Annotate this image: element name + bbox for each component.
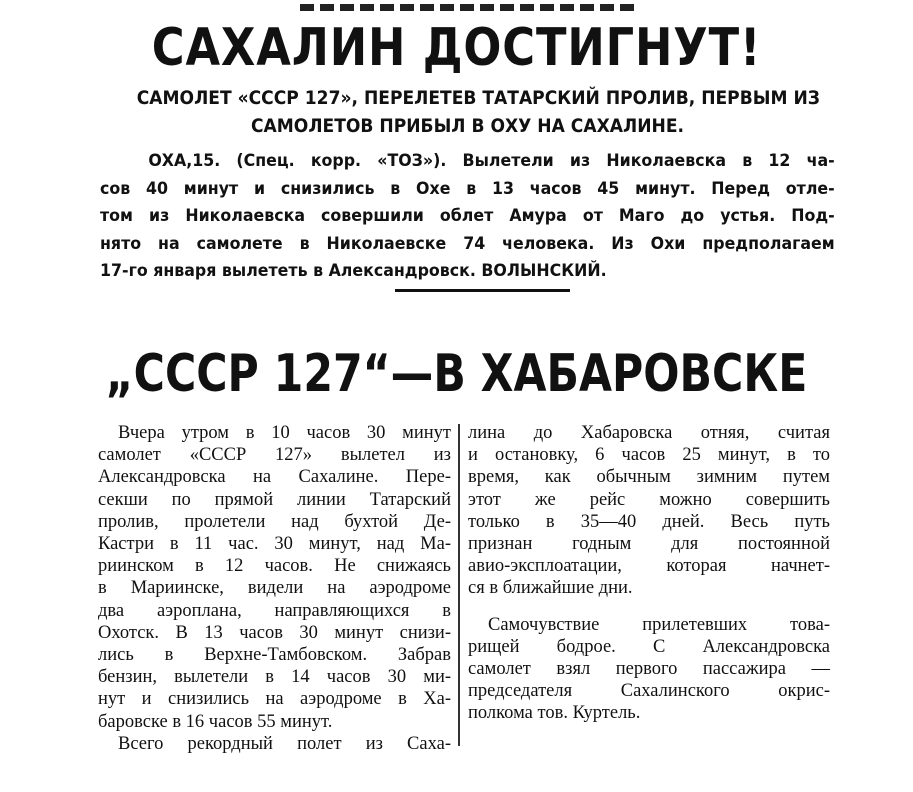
article1-body: [100, 148, 835, 286]
column-line: председателя Сахалинского окрис-: [468, 681, 830, 702]
column-line: секши по прямой линии Татарский: [98, 489, 451, 510]
column-line: признан годным для постоянной: [468, 534, 830, 555]
column-line: Охотск. В 13 часов 30 минут снизи-: [98, 622, 451, 643]
column-line: рищей бодрое. С Александровска: [468, 636, 830, 657]
body-line: ОХА,15. (Спец. корр. «ТОЗ»). Вылетели из Николаевска в 12 ча-: [148, 151, 835, 171]
subhead-line: САМОЛЕТ «СССР 127», ПЕРЕЛЕТЕВ ТАТАРСКИЙ ПРОЛИВ, ПЕРВЫМ ИЗ: [136, 87, 820, 109]
column-line: Кастри в 11 час. 30 минут, над Ма-: [98, 534, 451, 555]
column-line: полкома тов. Куртель.: [468, 703, 641, 724]
article2-headline: „СССР 127“—В ХАБАРОВСКЕ: [105, 344, 808, 404]
column-line: пролив, пролетели над бухтой Де-: [98, 511, 451, 532]
article1-subhead: [100, 84, 835, 140]
body-line: том из Николаевска совершили облет Амура от Маго до устья. Под-: [100, 206, 835, 226]
column-line: самолет «СССР 127» вылетел из: [98, 445, 451, 466]
article2-right-column: [468, 422, 830, 725]
column-line: ся в ближайшие дни.: [468, 578, 633, 599]
article1-headline: САХАЛИН ДОСТИГНУТ!: [151, 18, 762, 78]
column-line: риинском в 12 часов. Не снижаясь: [98, 556, 451, 577]
column-line: лина до Хабаровска отняя, считая: [468, 423, 830, 443]
column-line: и остановку, 6 часов 25 минут, в то: [468, 445, 830, 466]
column-line: лись в Верхне-Тамбовском. Забрав: [98, 645, 451, 666]
paragraph-gap: [468, 600, 830, 614]
column-divider: [458, 424, 460, 746]
column-line: в Мариинске, видели на аэродроме: [98, 578, 451, 599]
column-line: Самочувствие прилетевших това-: [488, 614, 830, 635]
body-line: 17-го января вылететь в Александровск. ВОЛЫНСКИЙ.: [100, 261, 607, 281]
column-line: Вчера утром в 10 часов 30 минут: [118, 423, 451, 443]
column-line: этот же рейс можно совершить: [468, 489, 830, 510]
column-line: только в 35—40 дней. Весь путь: [468, 511, 830, 532]
column-line: два аэроплана, направляющихся в: [98, 600, 451, 621]
top-decorative-rule: [300, 4, 640, 11]
section-divider-rule: [395, 289, 570, 292]
body-line: сов 40 минут и снизились в Охе в 13 часов 45 минут. Перед отле-: [100, 178, 835, 199]
column-line: бензин, вылетели в 14 часов 30 ми-: [98, 667, 451, 688]
article2-left-column: [98, 422, 451, 755]
column-line: Александровска на Сахалине. Пере-: [98, 467, 451, 488]
body-line: нято на самолете в Николаевске 74 человека. Из Охи предполагаем: [100, 233, 835, 254]
column-line: авио-эксплоатации, которая начнет-: [468, 556, 830, 577]
column-line: нут и снизились на аэродроме в Ха-: [98, 689, 451, 710]
column-line: баровске в 16 часов 55 минут.: [98, 711, 333, 732]
column-line: Всего рекордный полет из Саха-: [118, 733, 451, 754]
column-line: время, как обычным зимним путем: [468, 467, 830, 488]
column-line: самолет взял первого пассажира —: [468, 659, 830, 680]
subhead-line: САМОЛЕТОВ ПРИБЫЛ В ОХУ НА САХАЛИНЕ.: [250, 115, 685, 137]
